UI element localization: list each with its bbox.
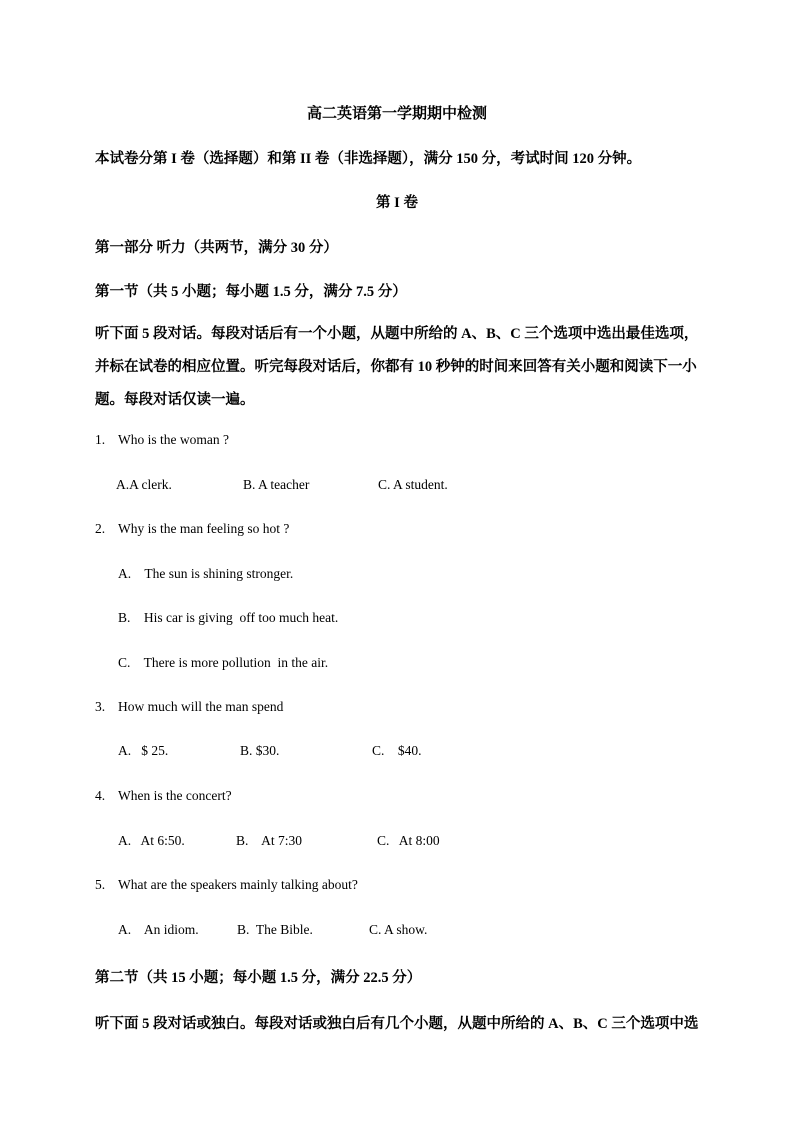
question-5-option-b: B. The Bible. — [237, 922, 313, 937]
question-4-number: 4. — [95, 788, 106, 803]
section2-heading: 第二节（共 15 小题；每小题 1.5 分，满分 22.5 分） — [95, 970, 422, 986]
question-5-option-c: C. A show. — [369, 922, 428, 937]
question-3-option-a: A. $ 25. — [118, 743, 169, 758]
question-5-text: What are the speakers mainly talking about? — [118, 877, 358, 892]
exam-intro: 本试卷分第 I 卷（选择题）和第 II 卷（非选择题），满分 150 分，考试时间 120 分钟。 — [95, 151, 642, 167]
question-1-text: Who is the woman ? — [118, 432, 229, 447]
question-2-option-b: B. His car is giving off too much heat. — [118, 610, 339, 625]
question-2-text: Why is the man feeling so hot ? — [118, 521, 290, 536]
question-3-option-c: C. $40. — [372, 743, 422, 758]
question-4-option-b: B. At 7:30 — [236, 833, 303, 848]
question-2-option-a: A. The sun is shining stronger. — [118, 566, 294, 581]
volume-heading: 第 I 卷 — [376, 195, 418, 211]
question-1-option-b: B. A teacher — [243, 477, 310, 492]
exam-title: 高二英语第一学期期中检测 — [306, 106, 487, 122]
part1-heading: 第一部分 听力（共两节，满分 30 分） — [95, 240, 338, 256]
question-5-number: 5. — [95, 877, 106, 892]
question-4-option-c: C. At 8:00 — [377, 833, 440, 848]
question-3-number: 3. — [95, 699, 106, 714]
question-1-option-a: A.A clerk. — [116, 477, 172, 492]
question-2-number: 2. — [95, 521, 106, 536]
section2-instructions: 听下面 5 段对话或独白。每段对话或独白后有几个小题，从题中所给的 A、B、C 三个选项中选 — [95, 1016, 699, 1032]
question-1-number: 1. — [95, 432, 106, 447]
question-1-option-c: C. A student. — [378, 477, 448, 492]
question-3-text: How much will the man spend — [118, 699, 284, 714]
question-4-text: When is the concert? — [118, 788, 232, 803]
section1-instructions: 听下面 5 段对话。每段对话后有一个小题，从题中所给的 A、B、C 三个选项中选出最佳选项，并标在试卷的相应位置。听完每段对话后，你都有 10 秒钟的时间来回答有关小题和阅读下一小题。每段对话仅读一遍。 — [95, 326, 699, 408]
question-2-option-c: C. There is more pollution in the air. — [118, 655, 329, 670]
section1-heading: 第一节（共 5 小题；每小题 1.5 分，满分 7.5 分） — [95, 284, 407, 300]
question-4-option-a: A. At 6:50. — [118, 833, 185, 848]
question-3-option-b: B. $30. — [240, 743, 280, 758]
question-5-option-a: A. An idiom. — [118, 922, 199, 937]
